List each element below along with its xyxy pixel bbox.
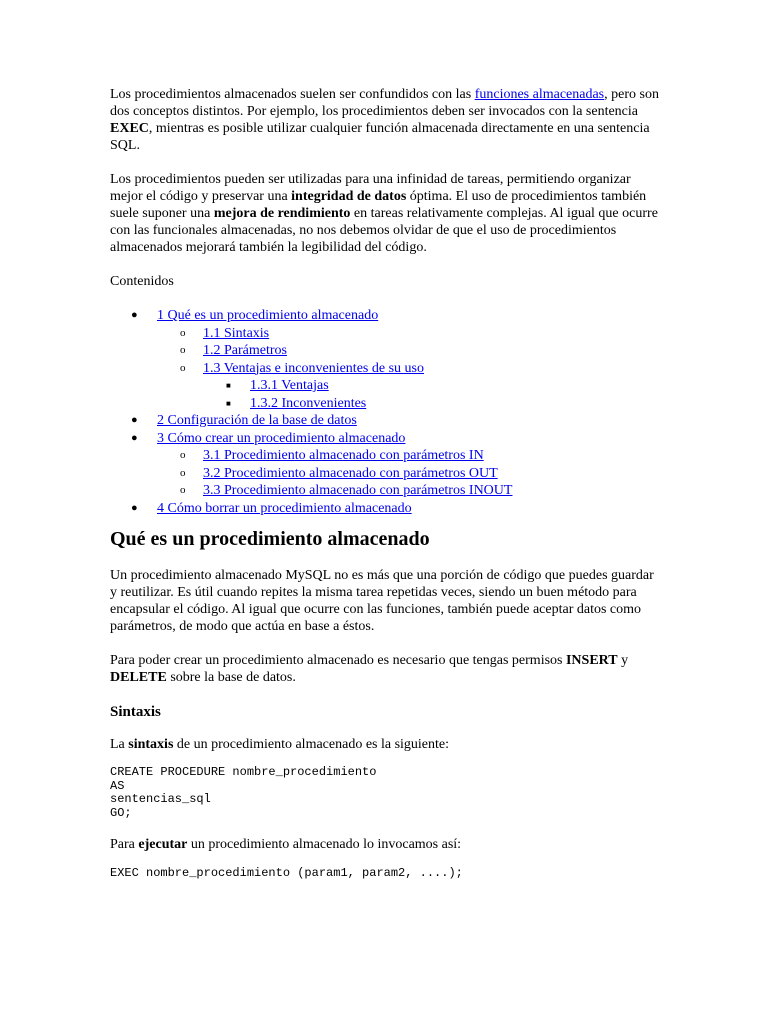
bullet-icon: ●	[131, 431, 138, 444]
toc-item	[110, 325, 660, 343]
intro-paragraph-2: Los procedimientos pueden ser utilizadas para una infinidad de tareas, permitiendo organizar mejor el código y preservar una integridad de datos óptima. El uso de procedimientos también suele suponer una mejora de rendimiento en tareas relativamente complejas. Al igual que ocurre con las funcionales almacenadas, no nos debemos olvidar de que el uso de procedimientos almacenados mejorará también la legibilidad del código.	[110, 172, 658, 255]
toc-link[interactable]: 1.3 Ventajas e inconvenientes de su uso	[203, 360, 424, 376]
toc-item	[110, 307, 660, 325]
toc-link[interactable]: 1 Qué es un procedimiento almacenado	[157, 308, 379, 323]
toc-link[interactable]: 2 Configuración de la base de datos	[157, 413, 357, 428]
toc-link[interactable]: 3.2 Procedimiento almacenado con parámetros OUT	[203, 465, 498, 481]
circle-bullet-icon: o	[180, 484, 186, 496]
subsection-heading: Sintaxis	[110, 704, 161, 720]
bullet-icon: ●	[131, 414, 138, 426]
syntax-paragraph: La sintaxis de un procedimiento almacenado es la siguiente:	[110, 737, 450, 752]
funciones-almacenadas-link[interactable]: funciones almacenadas	[474, 87, 605, 102]
toc-item	[110, 465, 660, 483]
toc-link[interactable]: 3.3 Procedimiento almacenado con parámetros INOUT	[203, 483, 513, 498]
toc-link[interactable]: 1.1 Sintaxis	[203, 325, 270, 341]
square-bullet-icon: ■	[226, 398, 231, 408]
toc-link[interactable]: 1.3.2 Inconvenientes	[250, 395, 367, 411]
definition-paragraph: Un procedimiento almacenado MySQL no es más que una porción de código que puedes guardar y reutilizar. Es útil cuando repites la misma tarea repetidas veces, siendo un buen método para encapsular el código. Al igual que ocurre con las funciones, también puede aceptar datos como parámetros, de modo que actúa en base a éstos.	[110, 568, 654, 634]
toc-item	[110, 360, 660, 378]
table-of-contents	[110, 307, 660, 517]
circle-bullet-icon: o	[180, 449, 186, 461]
bullet-icon: ●	[131, 501, 138, 514]
toc-title: Contenidos	[110, 274, 174, 289]
toc-item	[110, 430, 660, 448]
document-page	[110, 86, 660, 897]
intro-paragraph-1: Los procedimientos almacenados suelen ser confundidos con las funciones almacenadas, pero son dos conceptos distintos. Por ejemplo, los procedimientos deben ser invocados con la sentencia EXEC, mientras es posible utilizar cualquier función almacenada directamente en una sentencia SQL.	[110, 87, 659, 153]
section-heading: Qué es un procedimiento almacenado	[110, 528, 430, 550]
toc-link[interactable]: 4 Cómo borrar un procedimiento almacenado	[157, 500, 412, 516]
bullet-icon: ●	[131, 309, 138, 321]
toc-item	[110, 500, 660, 518]
toc-item	[110, 342, 660, 360]
toc-link[interactable]: 3 Cómo crear un procedimiento almacenado	[157, 430, 406, 446]
toc-item	[110, 447, 660, 465]
code-block-create: CREATE PROCEDURE nombre_procedimiento AS sentencias_sql GO;	[110, 765, 377, 820]
toc-item	[110, 412, 660, 430]
toc-link[interactable]: 3.1 Procedimiento almacenado con parámetros IN	[203, 448, 484, 463]
toc-item	[110, 395, 660, 413]
execute-paragraph: Para ejecutar un procedimiento almacenado lo invocamos así:	[110, 837, 462, 852]
circle-bullet-icon: o	[180, 344, 186, 356]
toc-link[interactable]: 1.3.1 Ventajas	[250, 378, 329, 393]
toc-item	[110, 377, 660, 395]
square-bullet-icon: ■	[226, 381, 231, 390]
toc-link[interactable]: 1.2 Parámetros	[203, 343, 287, 358]
permissions-paragraph: Para poder crear un procedimiento almacenado es necesario que tengas permisos INSERT y DELETE sobre la base de datos.	[110, 653, 629, 685]
code-block-exec: EXEC nombre_procedimiento (param1, param2, ....);	[110, 866, 463, 880]
circle-bullet-icon: o	[180, 466, 186, 479]
toc-item	[110, 482, 660, 500]
circle-bullet-icon: o	[180, 326, 186, 339]
circle-bullet-icon: o	[180, 361, 186, 374]
